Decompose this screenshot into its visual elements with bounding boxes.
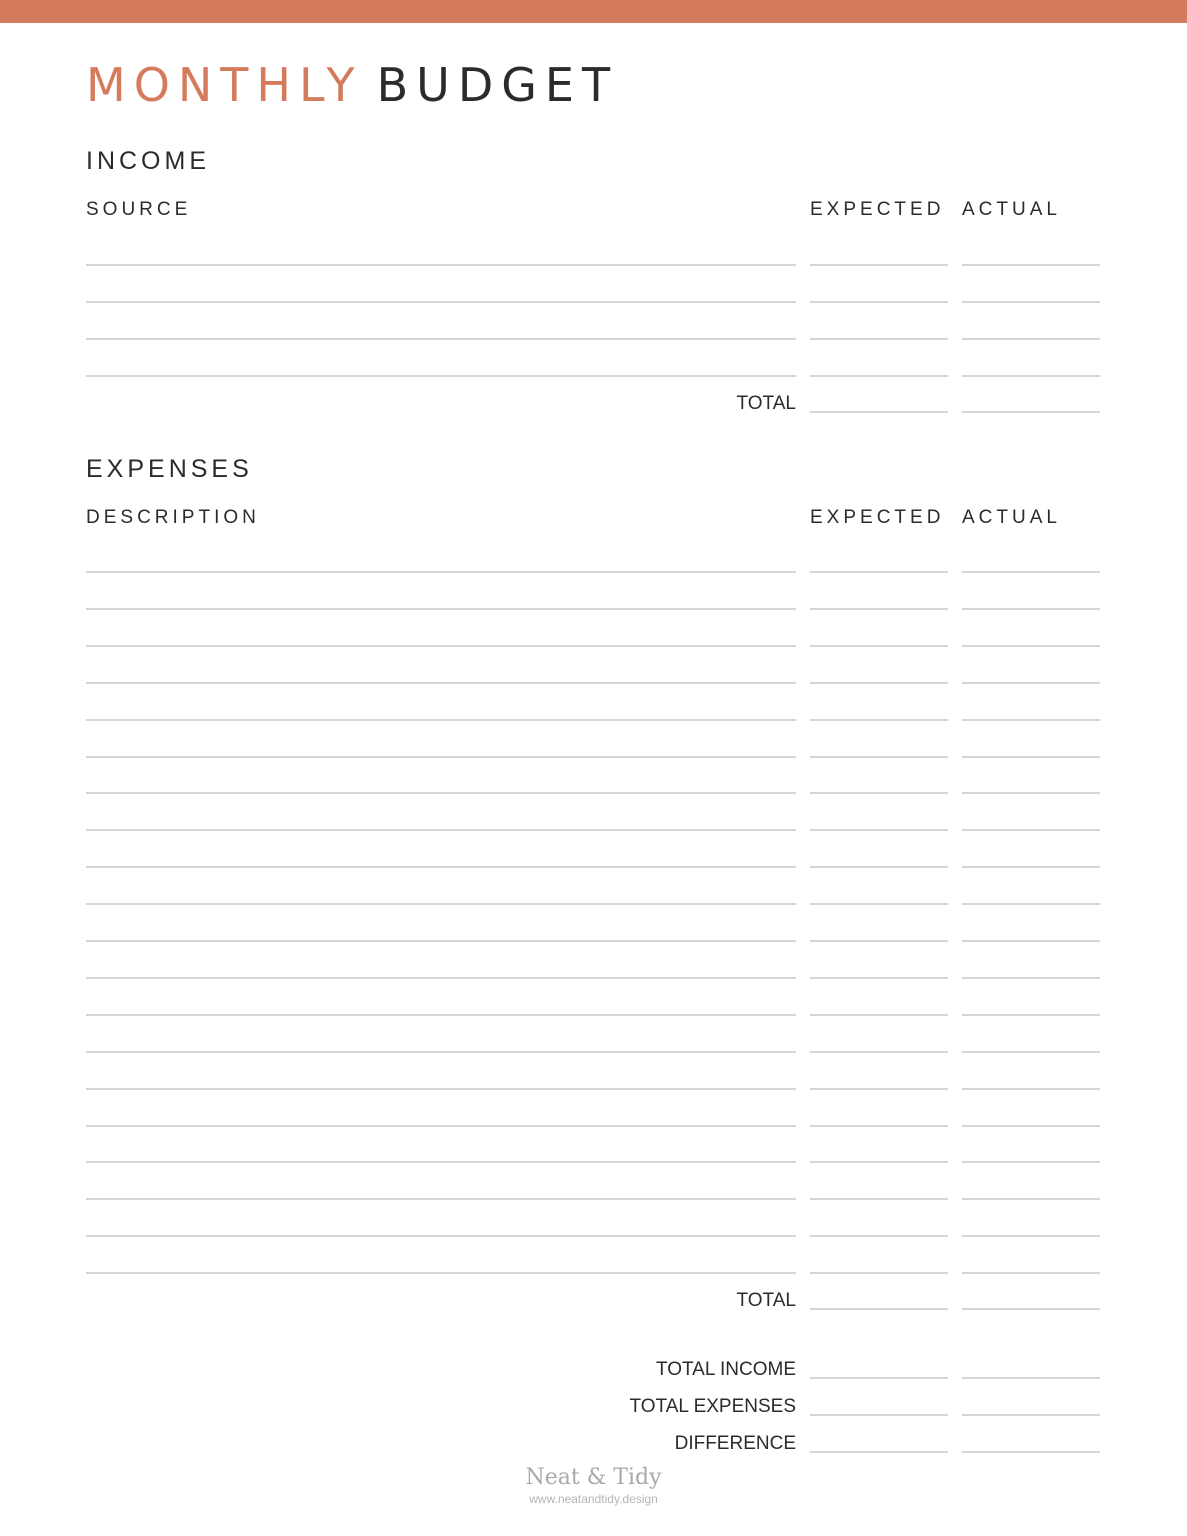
expense-text-field[interactable] <box>86 940 796 942</box>
expense-expected-field[interactable] <box>810 608 948 610</box>
expense-actual-field[interactable] <box>962 608 1100 610</box>
expense-actual-field[interactable] <box>962 903 1100 905</box>
expense-actual-field[interactable] <box>962 756 1100 758</box>
expense-expected-field[interactable] <box>810 1014 948 1016</box>
expense-text-field[interactable] <box>86 829 796 831</box>
expense-expected-field[interactable] <box>810 977 948 979</box>
expense-expected-field[interactable] <box>810 1161 948 1163</box>
expense-text-field[interactable] <box>86 1014 796 1016</box>
income-expected-field[interactable] <box>810 264 948 266</box>
expense-text-field[interactable] <box>86 1198 796 1200</box>
title-main-word: BUDGET <box>376 58 619 112</box>
expense-actual-field[interactable] <box>962 940 1100 942</box>
income-total-actual-field[interactable] <box>962 411 1100 413</box>
expense-expected-field[interactable] <box>810 645 948 647</box>
income-actual-field[interactable] <box>962 264 1100 266</box>
income-total-label: TOTAL <box>736 393 796 414</box>
expense-expected-field[interactable] <box>810 756 948 758</box>
expense-expected-field[interactable] <box>810 1125 948 1127</box>
expense-actual-field[interactable] <box>962 792 1100 794</box>
summary-difference-label: DIFFERENCE <box>674 1433 796 1454</box>
expense-text-field[interactable] <box>86 719 796 721</box>
income-heading: INCOME <box>86 147 210 175</box>
income-text-field[interactable] <box>86 375 796 377</box>
expense-actual-field[interactable] <box>962 719 1100 721</box>
expense-text-field[interactable] <box>86 682 796 684</box>
expense-expected-field[interactable] <box>810 829 948 831</box>
expense-text-field[interactable] <box>86 1088 796 1090</box>
expense-actual-field[interactable] <box>962 1051 1100 1053</box>
expense-text-field[interactable] <box>86 1161 796 1163</box>
expenses-heading: EXPENSES <box>86 455 253 483</box>
expense-text-field[interactable] <box>86 1272 796 1274</box>
income-actual-field[interactable] <box>962 301 1100 303</box>
expense-actual-field[interactable] <box>962 977 1100 979</box>
income-expected-field[interactable] <box>810 301 948 303</box>
accent-top-bar <box>0 0 1187 23</box>
expense-text-field[interactable] <box>86 756 796 758</box>
expense-text-field[interactable] <box>86 1051 796 1053</box>
summary-difference-actual-field[interactable] <box>962 1451 1100 1453</box>
expense-expected-field[interactable] <box>810 903 948 905</box>
expense-expected-field[interactable] <box>810 792 948 794</box>
expense-expected-field[interactable] <box>810 719 948 721</box>
page-title <box>86 56 618 114</box>
expense-actual-field[interactable] <box>962 866 1100 868</box>
expense-actual-field[interactable] <box>962 682 1100 684</box>
income-expected-field[interactable] <box>810 375 948 377</box>
income-expected-header: EXPECTED <box>810 199 945 220</box>
expenses-total-expected-field[interactable] <box>810 1308 948 1310</box>
income-actual-header: ACTUAL <box>962 199 1061 220</box>
expense-expected-field[interactable] <box>810 1272 948 1274</box>
expense-actual-field[interactable] <box>962 1014 1100 1016</box>
income-expected-field[interactable] <box>810 338 948 340</box>
expense-actual-field[interactable] <box>962 645 1100 647</box>
expense-text-field[interactable] <box>86 903 796 905</box>
summary-total-income-expected-field[interactable] <box>810 1377 948 1379</box>
expenses-total-label: TOTAL <box>736 1290 796 1311</box>
summary-total-income-label: TOTAL INCOME <box>655 1359 796 1380</box>
expense-actual-field[interactable] <box>962 1235 1100 1237</box>
expense-text-field[interactable] <box>86 1125 796 1127</box>
income-text-field[interactable] <box>86 264 796 266</box>
expense-text-field[interactable] <box>86 571 796 573</box>
expenses-actual-header: ACTUAL <box>962 507 1061 528</box>
expense-text-field[interactable] <box>86 1235 796 1237</box>
income-actual-field[interactable] <box>962 338 1100 340</box>
brand-url: www.neatandtidy.design <box>529 1492 658 1506</box>
expense-text-field[interactable] <box>86 608 796 610</box>
summary-difference-expected-field[interactable] <box>810 1451 948 1453</box>
expenses-description-header: DESCRIPTION <box>86 507 260 528</box>
expense-expected-field[interactable] <box>810 866 948 868</box>
income-source-header: SOURCE <box>86 199 192 220</box>
expense-actual-field[interactable] <box>962 1088 1100 1090</box>
expense-expected-field[interactable] <box>810 1051 948 1053</box>
brand-logo: Neat & Tidy <box>525 1465 662 1490</box>
expense-expected-field[interactable] <box>810 1198 948 1200</box>
expenses-expected-header: EXPECTED <box>810 507 945 528</box>
expense-text-field[interactable] <box>86 645 796 647</box>
summary-total-income-actual-field[interactable] <box>962 1377 1100 1379</box>
title-accent-word: MONTHLY <box>86 58 363 112</box>
expense-actual-field[interactable] <box>962 1125 1100 1127</box>
summary-total-expenses-actual-field[interactable] <box>962 1414 1100 1416</box>
expense-text-field[interactable] <box>86 977 796 979</box>
expense-actual-field[interactable] <box>962 571 1100 573</box>
expense-expected-field[interactable] <box>810 1088 948 1090</box>
expense-expected-field[interactable] <box>810 682 948 684</box>
expense-actual-field[interactable] <box>962 1198 1100 1200</box>
expenses-total-actual-field[interactable] <box>962 1308 1100 1310</box>
expense-text-field[interactable] <box>86 866 796 868</box>
expense-actual-field[interactable] <box>962 1161 1100 1163</box>
expense-actual-field[interactable] <box>962 829 1100 831</box>
income-actual-field[interactable] <box>962 375 1100 377</box>
expense-expected-field[interactable] <box>810 571 948 573</box>
summary-total-expenses-expected-field[interactable] <box>810 1414 948 1416</box>
expense-actual-field[interactable] <box>962 1272 1100 1274</box>
income-text-field[interactable] <box>86 301 796 303</box>
income-total-expected-field[interactable] <box>810 411 948 413</box>
summary-total-expenses-label: TOTAL EXPENSES <box>629 1396 796 1417</box>
income-text-field[interactable] <box>86 338 796 340</box>
expense-expected-field[interactable] <box>810 1235 948 1237</box>
expense-text-field[interactable] <box>86 792 796 794</box>
expense-expected-field[interactable] <box>810 940 948 942</box>
